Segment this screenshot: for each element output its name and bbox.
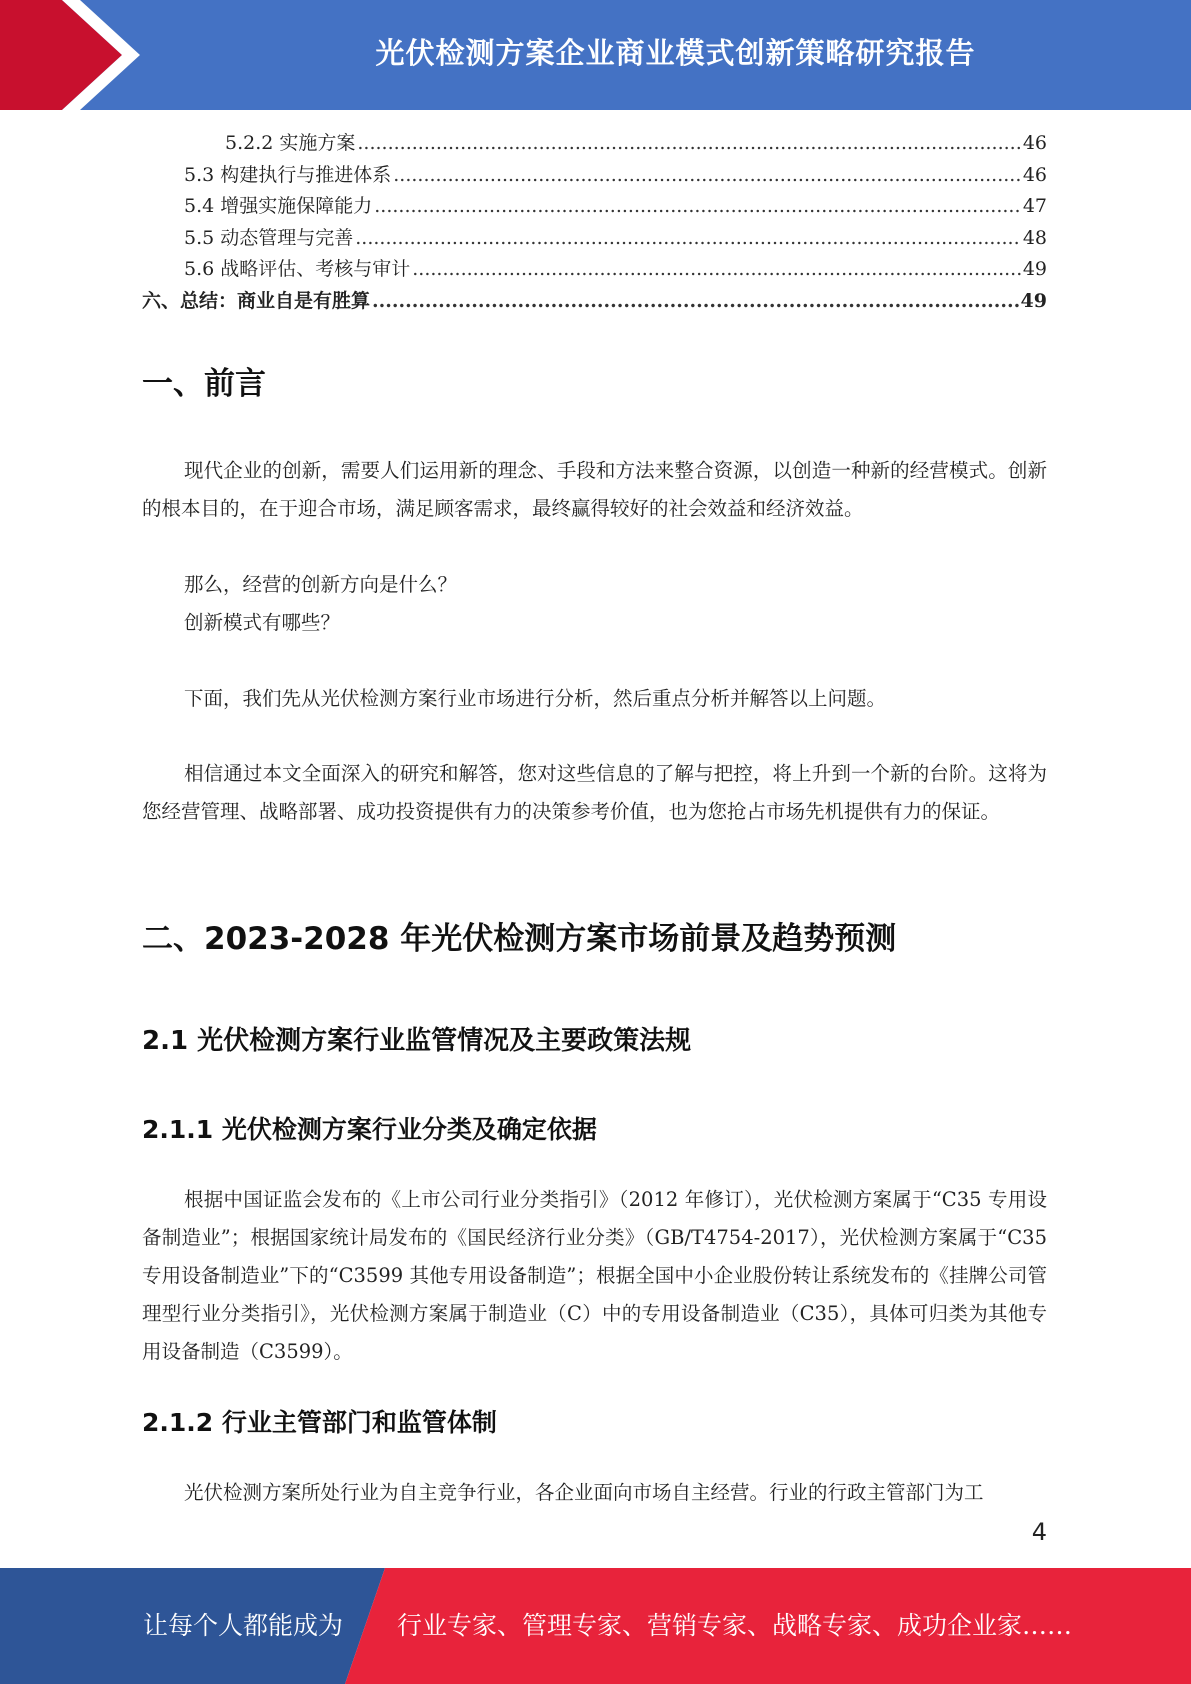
footer-slogan-right: 行业专家、管理专家、营销专家、战略专家、成功企业家……	[397, 1611, 1073, 1640]
paragraph-value: 相信通过本文全面深入的研究和解答，您对这些信息的了解与把控，将上升到一个新的台阶。这将为您经营管理、战略部署、成功投资提供有力的决策参考价值，也为您抢占市场先机提供有力的保证。	[142, 762, 1047, 823]
toc-entry[interactable]	[142, 254, 1047, 286]
table-of-contents	[142, 128, 1047, 317]
toc-entry[interactable]	[142, 160, 1047, 192]
footer-slogan-left: 让每个人都能成为	[143, 1611, 344, 1640]
toc-entry-title: 5.4 增强实施保障能力	[184, 195, 373, 217]
paragraph-question-1: 那么，经营的创新方向是什么？	[184, 573, 458, 596]
toc-leader-dots	[393, 160, 1021, 192]
toc-entry-title: 5.5 动态管理与完善	[184, 226, 354, 249]
paragraph-analysis-intro: 下面，我们先从光伏检测方案行业市场进行分析，然后重点分析并解答以上问题。	[184, 687, 887, 710]
page-footer	[0, 1568, 1191, 1684]
toc-entry[interactable]	[142, 286, 1047, 318]
toc-entry[interactable]	[142, 191, 1047, 223]
toc-leader-dots	[412, 254, 1021, 286]
toc-entry-page: 48	[1022, 226, 1047, 249]
toc-entry-title: 5.6 战略评估、考核与审计	[184, 258, 411, 280]
paragraph-classification: 根据中国证监会发布的《上市公司行业分类指引》（2012 年修订），光伏检测方案属于“C35 专用设备制造业”；根据国家统计局发布的《国民经济行业分类》（GB/T4754-2017），光伏检测方案属于“C35 专用设备制造业”下的“C3599 其他专用设备制造”；根据全国中小企业股份转让系统发布的《挂牌公司管理型行业分类指引》，光伏检测方案属于制造业（C）中的专用设备制造业（C35），具体可归类为其他专用设备制造（C3599）。	[142, 1188, 1047, 1363]
toc-leader-dots	[357, 128, 1020, 160]
toc-entry-page: 46	[1022, 163, 1047, 186]
subsection-heading-regulation: 2.1 光伏检测方案行业监管情况及主要政策法规	[142, 1026, 692, 1056]
section-heading-forecast: 二、2023-2028 年光伏检测方案市场前景及趋势预测	[142, 921, 897, 957]
paragraph-intro: 现代企业的创新，需要人们运用新的理念、手段和方法来整合资源，以创造一种新的经营模式。创新的根本目的，在于迎合市场，满足顾客需求，最终赢得较好的社会效益和经济效益。	[142, 459, 1047, 520]
page-header	[0, 0, 1191, 110]
toc-entry-page: 46	[1022, 132, 1047, 154]
toc-entry-title: 六、总结：商业自是有胜算	[142, 289, 371, 312]
report-title: 光伏检测方案企业商业模式创新策略研究报告	[375, 36, 976, 70]
toc-leader-dots	[372, 286, 1019, 318]
toc-entry-page: 49	[1020, 289, 1047, 312]
toc-entry[interactable]	[142, 128, 1047, 160]
section-heading-preface: 一、前言	[142, 366, 266, 402]
subsection-heading-regulator: 2.1.2 行业主管部门和监管体制	[142, 1408, 497, 1437]
header-arrow-decoration	[0, 0, 160, 110]
toc-entry[interactable]	[142, 223, 1047, 255]
toc-entry-title: 5.3 构建执行与推进体系	[184, 163, 392, 186]
toc-entry-page: 47	[1022, 195, 1047, 217]
paragraph-regulator: 光伏检测方案所处行业为自主竞争行业，各企业面向市场自主经营。行业的行政主管部门为工	[184, 1481, 984, 1504]
page-number: 4	[1031, 1518, 1047, 1546]
toc-entry-title: 5.2.2 实施方案	[225, 132, 356, 154]
toc-leader-dots	[374, 191, 1021, 223]
subsection-heading-classification: 2.1.1 光伏检测方案行业分类及确定依据	[142, 1115, 597, 1144]
toc-entry-page: 49	[1022, 258, 1047, 280]
toc-leader-dots	[355, 223, 1021, 255]
paragraph-question-2: 创新模式有哪些？	[184, 611, 341, 634]
